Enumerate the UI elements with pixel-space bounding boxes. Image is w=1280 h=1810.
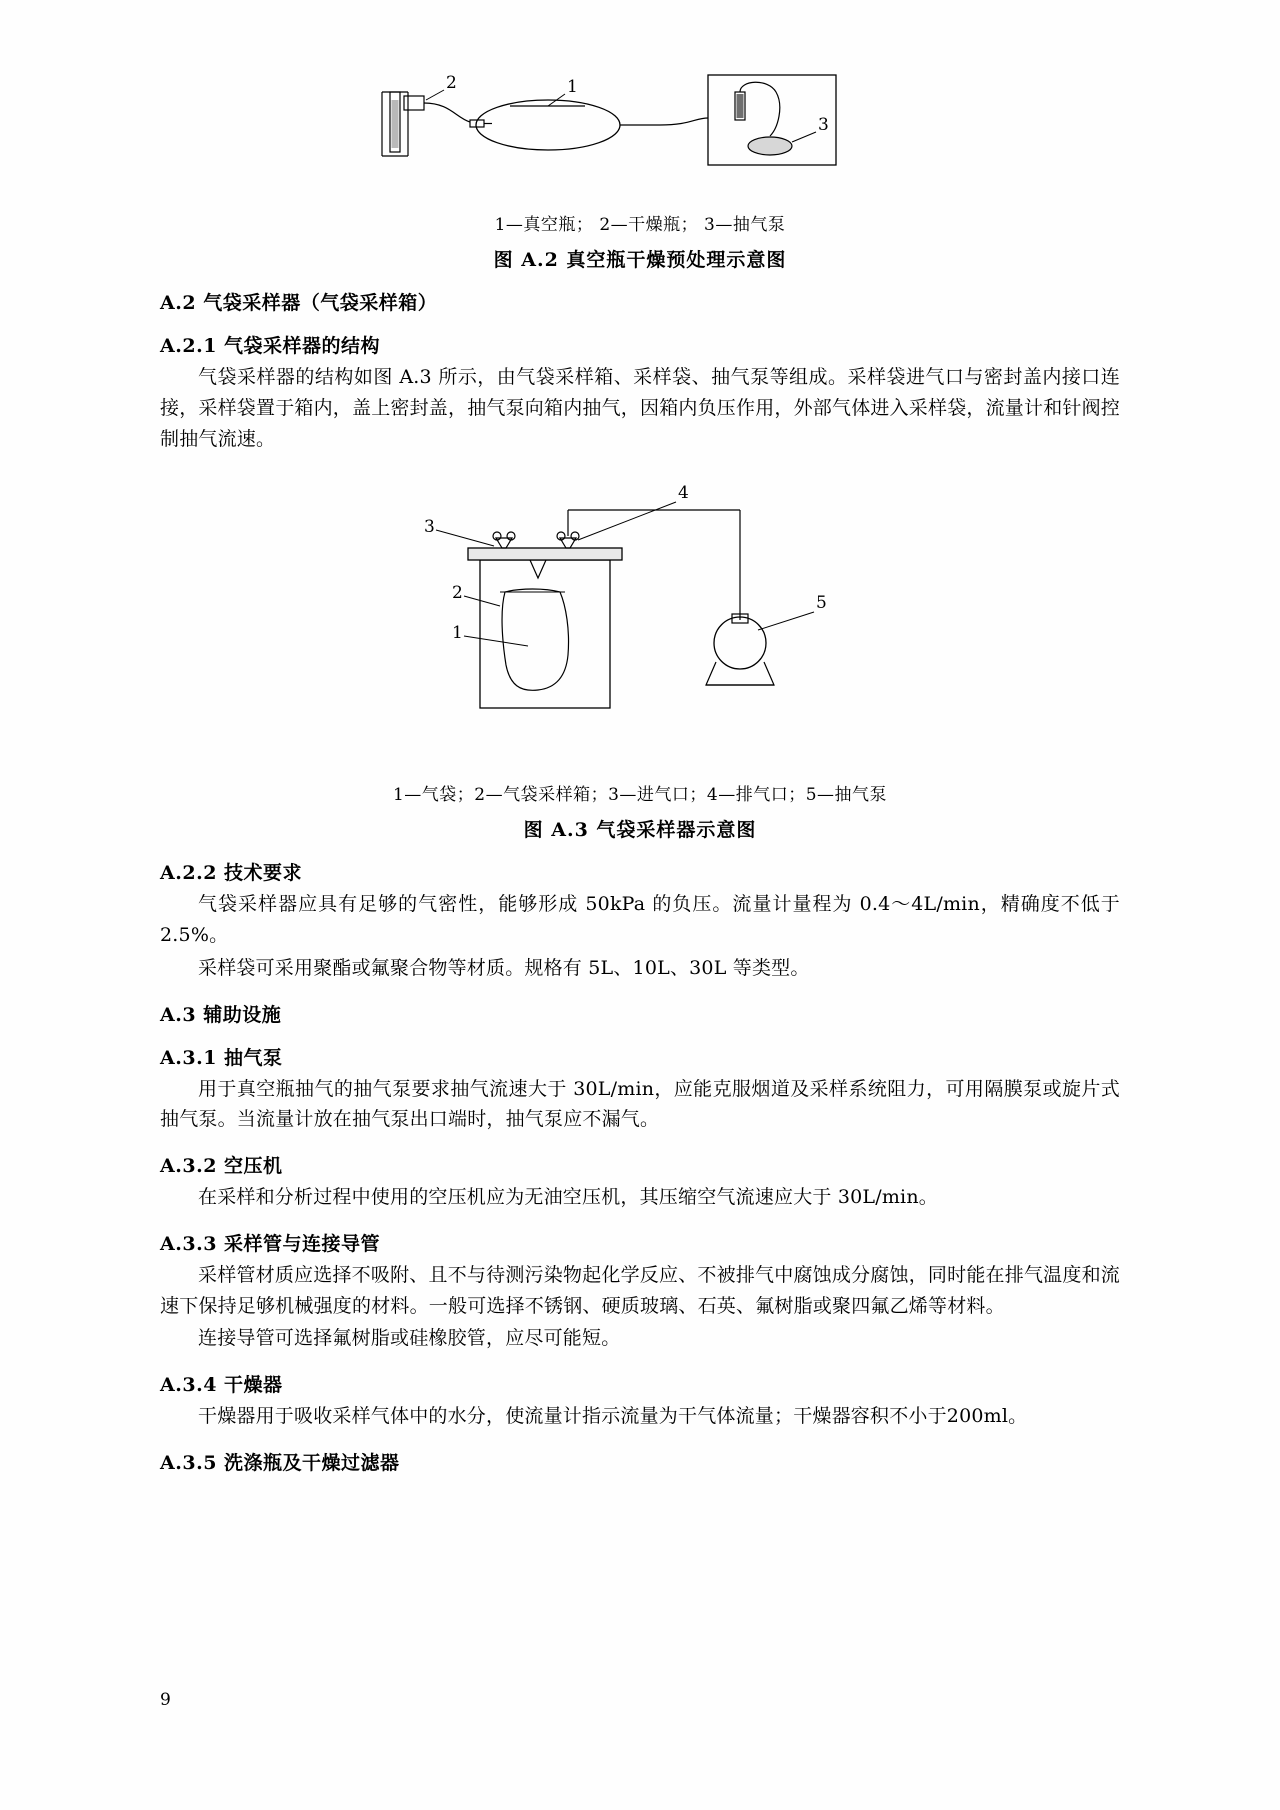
figure-a3-title: 图 A.3 气袋采样器示意图	[523, 819, 757, 842]
page-content	[160, 70, 1120, 1479]
figure-a2-callout-3: 3	[818, 115, 829, 135]
paragraph-a3-2: 在采样和分析过程中使用的空压机应为无油空压机，其压缩空气流速应大于 30L/min。	[198, 1186, 938, 1209]
paragraph-a3-3-1: 采样管材质应选择不吸附、且不与待测污染物起化学反应、不被排气中腐蚀成分腐蚀，同时能在排气温度和流速下保持足够机械强度的材料。一般可选择不锈钢、硬质玻璃、石英、氟树脂或聚四氟乙烯等材料。	[160, 1263, 1120, 1317]
figure-a3-callout-3: 3	[424, 517, 435, 538]
figure-a2-diagram	[360, 70, 920, 200]
heading-a3-3: A.3.3 采样管与连接导管	[160, 1232, 381, 1255]
figure-a2-callout-2: 2	[446, 73, 457, 93]
heading-a3-5: A.3.5 洗涤瓶及干燥过滤器	[160, 1451, 400, 1474]
figure-a2	[160, 70, 1120, 272]
paragraph-a2-1: 气袋采样器的结构如图 A.3 所示，由气袋采样箱、采样袋、抽气泵等组成。采样袋进气口与密封盖内接口连接，采样袋置于箱内，盖上密封盖，抽气泵向箱内抽气，因箱内负压作用，外部气体进入采样袋，流量计和针阀控制抽气流速。	[160, 366, 1121, 450]
page-number: 9	[160, 1690, 171, 1710]
figure-a3-key: 1—气袋；2—气袋采样箱；3—进气口；4—排气口；5—抽气泵	[392, 785, 888, 806]
figure-a3	[160, 480, 1120, 842]
paragraph-a2-2-1: 气袋采样器应具有足够的气密性，能够形成 50kPa 的负压。流量计量程为 0.4～4L/min，精确度不低于 2.5%。	[160, 893, 1120, 947]
paragraph-a3-1: 用于真空瓶抽气的抽气泵要求抽气流速大于 30L/min，应能克服烟道及采样系统阻力，可用隔膜泵或旋片式抽气泵。当流量计放在抽气泵出口端时，抽气泵应不漏气。	[160, 1077, 1120, 1131]
heading-a2: A.2 气袋采样器（气袋采样箱）	[160, 292, 438, 314]
heading-a2-2: A.2.2 技术要求	[160, 862, 303, 885]
heading-a3-4: A.3.4 干燥器	[160, 1374, 283, 1397]
figure-a3-callout-5: 5	[816, 593, 827, 614]
figure-a3-diagram	[360, 480, 920, 770]
paragraph-a3-4: 干燥器用于吸收采样气体中的水分，使流量计指示流量为干气体流量；干燥器容积不小于200ml。	[198, 1405, 1028, 1428]
paragraph-a3-3-2: 连接导管可选择氟树脂或硅橡胶管，应尽可能短。	[198, 1327, 621, 1350]
figure-a2-title: 图 A.2 真空瓶干燥预处理示意图	[493, 249, 787, 271]
heading-a3: A.3 辅助设施	[160, 1003, 282, 1026]
figure-a2-callout-1: 1	[567, 77, 578, 97]
figure-a3-callout-4: 4	[678, 483, 689, 504]
heading-a3-2: A.3.2 空压机	[160, 1155, 283, 1178]
figure-a2-key: 1—真空瓶； 2—干燥瓶； 3—抽气泵	[494, 215, 786, 235]
figure-a3-callout-2: 2	[452, 583, 463, 604]
paragraph-a2-2-2: 采样袋可采用聚酯或氟聚合物等材质。规格有 5L、10L、30L 等类型。	[198, 956, 810, 979]
figure-a3-callout-1: 1	[452, 623, 463, 644]
heading-a3-1: A.3.1 抽气泵	[160, 1046, 283, 1069]
heading-a2-1: A.2.1 气袋采样器的结构	[160, 335, 381, 357]
